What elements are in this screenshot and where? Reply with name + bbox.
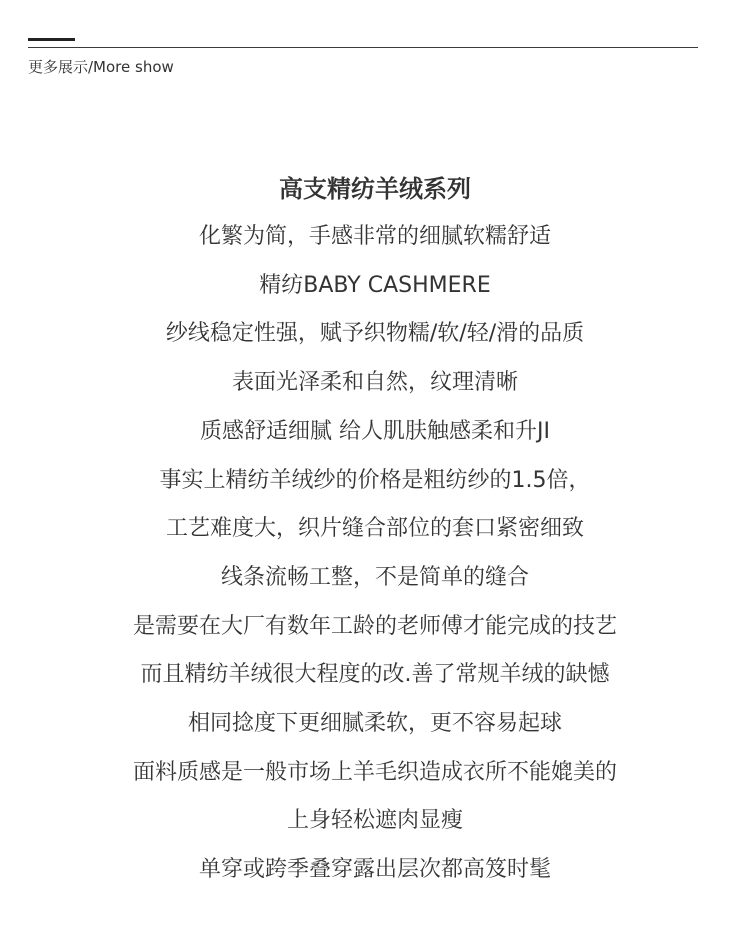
section-header	[0, 0, 750, 90]
description-line: 而且精纺羊绒很大程度的改.善了常规羊绒的缺憾	[140, 662, 610, 688]
description-line: 精纺BABY CASHMERE	[259, 272, 491, 298]
description-lines	[0, 213, 750, 895]
description-line: 事实上精纺羊绒纱的价格是粗纺纱的1.5倍，	[159, 467, 591, 493]
description-line: 线条流畅工整，不是简单的缝合	[220, 564, 529, 590]
description-line: 上身轻松遮肉显瘦	[286, 808, 463, 834]
description-line: 单穿或跨季叠穿露出层次都高笈时髦	[198, 857, 551, 883]
header-divider	[28, 47, 698, 48]
description-line: 表面光泽柔和自然，纹理清晰	[231, 370, 518, 396]
description-line: 相同捻度下更细腻柔软，更不容易起球	[187, 711, 562, 737]
description-line: 面料质感是一般市场上羊毛织造成衣所不能媲美的	[132, 759, 617, 785]
description-line: 工艺难度大，织片缝合部位的套口紧密细致	[165, 516, 584, 542]
description-line: 纱线稳定性强，赋予织物糯/软/轻/滑的品质	[165, 321, 585, 347]
description-line: 化繁为简，手感非常的细腻软糯舒适	[198, 224, 551, 249]
description-title: 高支精纺羊绒系列	[279, 175, 471, 203]
product-description	[0, 165, 750, 895]
description-line: 是需要在大厂有数年工龄的老师傅才能完成的技艺	[132, 613, 617, 639]
description-line: 质感舒适细腻 给人肌肤触感柔和升JI	[200, 418, 550, 444]
section-label: 更多展示/More show	[28, 58, 174, 76]
accent-bar	[28, 38, 75, 41]
